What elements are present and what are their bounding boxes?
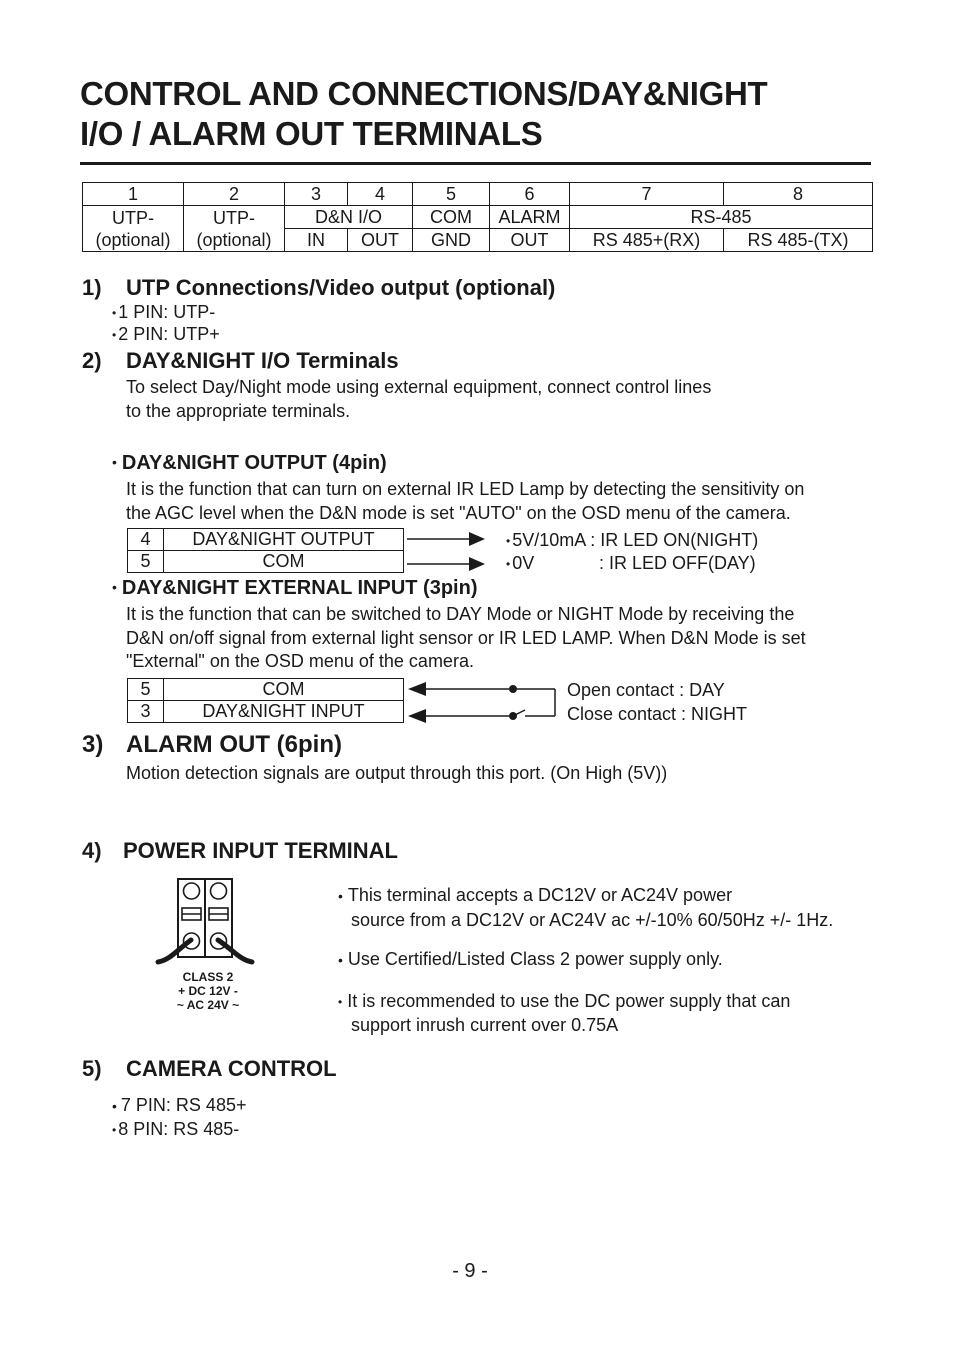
title-divider bbox=[80, 162, 871, 165]
dn-input-description: It is the function that can be switched to DAY Mode or NIGHT Mode by receiving the D&N on/off signal from external light sensor or IR LED LAMP. When D&N Mode is set "External" on the OSD menu of the camera. bbox=[126, 604, 806, 671]
table-row: 5 COM bbox=[128, 679, 404, 701]
alarm-out-cell: OUT bbox=[490, 229, 570, 252]
power-bullet-3: • It is recommended to use the DC power supply that can support inrush current over 0.75A bbox=[338, 991, 791, 1035]
terminal-label: CLASS 2 + DC 12V - ~ AC 24V ~ bbox=[176, 970, 240, 1012]
rs485-cell: RS-485 bbox=[570, 206, 873, 229]
arrow-left-icon bbox=[408, 682, 426, 696]
rs485-rx-cell: RS 485+(RX) bbox=[570, 229, 724, 252]
dn-output-desc-2: : IR LED OFF(DAY) bbox=[599, 553, 756, 573]
pin-2-cell: UTP- (optional) bbox=[184, 206, 285, 252]
pin-number: 6 bbox=[490, 183, 570, 206]
power-terminal-diagram bbox=[155, 876, 255, 968]
table-row: 4 DAY&NIGHT OUTPUT bbox=[128, 529, 404, 551]
page-number: - 9 - bbox=[452, 1260, 488, 1282]
list-item: • 8 PIN: RS 485- bbox=[112, 1119, 240, 1139]
contact-point-icon bbox=[509, 685, 517, 693]
pin-table bbox=[82, 182, 873, 252]
dn-output-value-1: • 5V/10mA : IR LED ON(NIGHT) bbox=[506, 530, 759, 550]
dn-input-switch-diagram bbox=[405, 676, 565, 726]
list-item: • 1 PIN: UTP- bbox=[112, 302, 216, 322]
dn-output-arrows bbox=[405, 528, 495, 574]
table-row: 5 COM bbox=[128, 551, 404, 573]
dn-output-heading: • DAY&NIGHT OUTPUT (4pin) bbox=[112, 452, 387, 474]
gnd-cell: GND bbox=[413, 229, 490, 252]
pin-function-row bbox=[83, 206, 873, 229]
dn-io-cell: D&N I/O bbox=[285, 206, 413, 229]
table-row: 3 DAY&NIGHT INPUT bbox=[128, 701, 404, 723]
alarm-cell: ALARM bbox=[490, 206, 570, 229]
contact-labels: Open contact : DAY Close contact : NIGHT bbox=[567, 680, 748, 724]
list-item: • 7 PIN: RS 485+ bbox=[112, 1095, 247, 1115]
arrow-head-icon bbox=[469, 557, 485, 571]
rs485-tx-cell: RS 485-(TX) bbox=[724, 229, 873, 252]
page-title-line-1: CONTROL AND CONNECTIONS/DAY&NIGHT bbox=[80, 75, 768, 112]
pin-number: 7 bbox=[570, 183, 724, 206]
pin-1-cell: UTP- (optional) bbox=[83, 206, 184, 252]
pin-number-row bbox=[83, 183, 873, 206]
arrow-left-icon bbox=[408, 709, 426, 723]
pin-number: 2 bbox=[184, 183, 285, 206]
dn-input-heading: • DAY&NIGHT EXTERNAL INPUT (3pin) bbox=[112, 577, 478, 599]
dn-out-cell: OUT bbox=[348, 229, 413, 252]
pin-number: 1 bbox=[83, 183, 184, 206]
pin-number: 3 bbox=[285, 183, 348, 206]
pin-number: 8 bbox=[724, 183, 873, 206]
com-cell: COM bbox=[413, 206, 490, 229]
dn-input-table bbox=[127, 678, 404, 723]
arrow-head-icon bbox=[469, 532, 485, 546]
list-item: • 2 PIN: UTP+ bbox=[112, 324, 220, 344]
page-title bbox=[80, 74, 880, 154]
page-title-line-2: I/O / ALARM OUT TERMINALS bbox=[80, 115, 543, 152]
power-bullet-2: • Use Certified/Listed Class 2 power supply only. bbox=[338, 949, 723, 969]
section-3-description: Motion detection signals are output through this port. (On High (5V)) bbox=[126, 763, 668, 783]
dn-output-table bbox=[127, 528, 404, 573]
dn-in-cell: IN bbox=[285, 229, 348, 252]
power-bullet-1: • This terminal accepts a DC12V or AC24V power source from a DC12V or AC24V ac +/-10% 60/50Hz +/- 1Hz. bbox=[338, 885, 834, 930]
section-2-description: To select Day/Night mode using external equipment, connect control lines to the appropriate terminals. bbox=[126, 377, 712, 421]
dn-output-value-2: • 0V bbox=[506, 553, 535, 573]
pin-number: 4 bbox=[348, 183, 413, 206]
pin-number: 5 bbox=[413, 183, 490, 206]
dn-output-description: It is the function that can turn on external IR LED Lamp by detecting the sensitivity on the AGC level when the D&N mode is set "AUTO" on the OSD menu of the camera. bbox=[126, 479, 805, 523]
